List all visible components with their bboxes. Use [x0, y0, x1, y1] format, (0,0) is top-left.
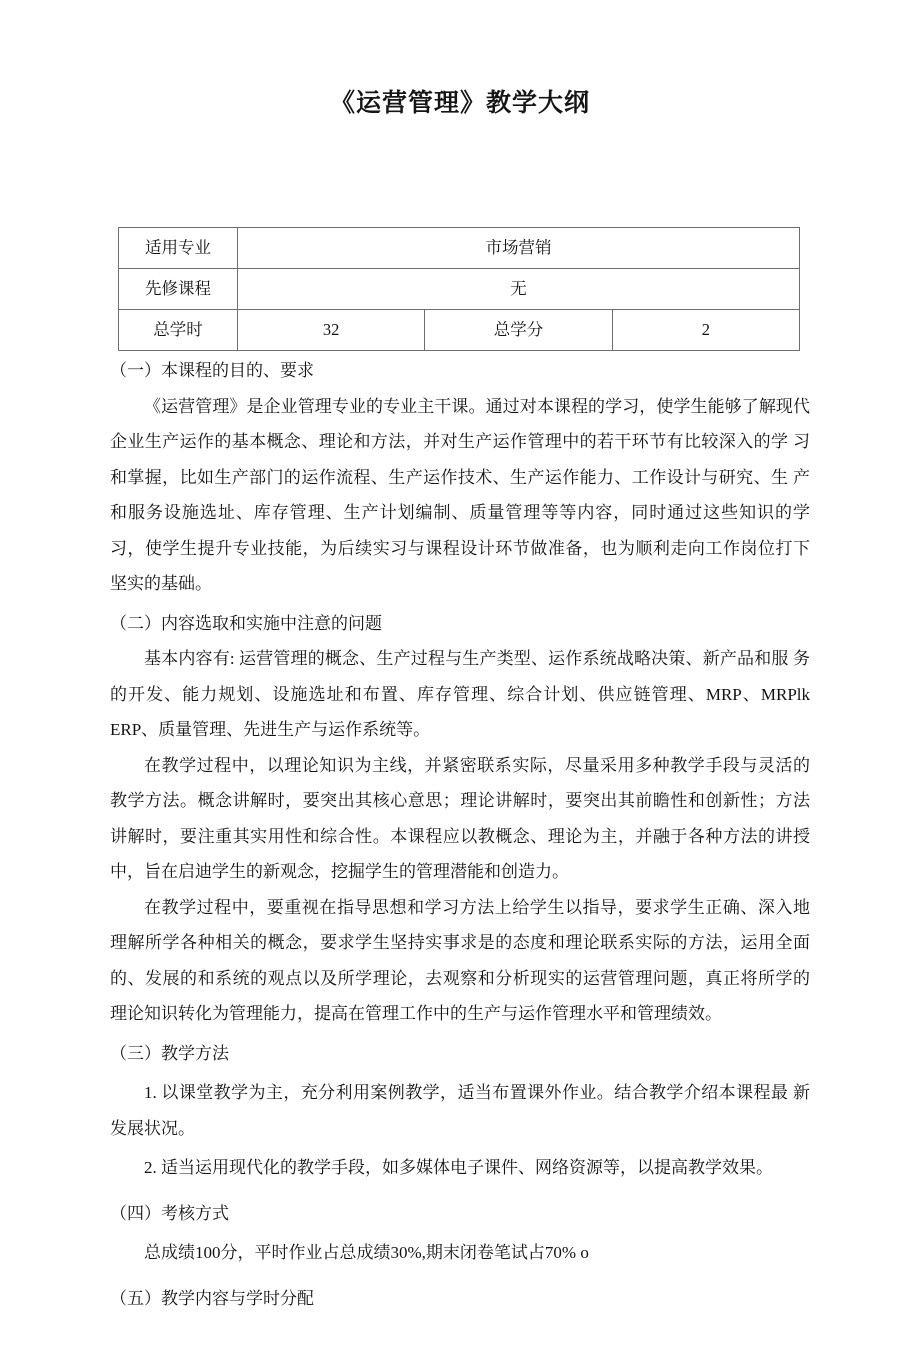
section-heading-3: （三）教学方法 [110, 1043, 229, 1063]
page-title: 《运营管理》教学大纲 [329, 90, 590, 117]
section-heading-1: （一）本课程的目的、要求 [110, 361, 314, 381]
table-cell-total-credits-label: 总学分 [425, 310, 612, 351]
table-cell-total-hours-label: 总学时 [119, 310, 238, 351]
section-heading-5: （五）教学内容与学时分配 [110, 1288, 314, 1308]
table-cell-total-credits-value: 2 [612, 310, 799, 351]
section-2-paragraph-3: 在教学过程中，要重视在指导思想和学习方法上给学生以指导，要求学生正确、深入地 理解所学各种相关的概念，要求学生坚持实事求是的态度和理论联系实际的方法，运用全面 的、发展的和系统的观点以及所学理论，去观察和分析现实的运营管理问题，真正将所学的 理论知识转化为管理能力，提高在管理工作中的生产与运作管理水平和管理绩效。 [110, 897, 810, 1024]
section-3-list-item-2: 2. 适当运用现代化的教学手段，如多媒体电子课件、网络资源等，以提高教学效果。 [144, 1158, 773, 1178]
document-body [0, 351, 920, 1316]
section-1-paragraph-1: 《运营管理》是企业管理专业的专业主干课。通过对本课程的学习，使学生能够了解现代企业生产运作的基本概念、理论和方法，并对生产运作管理中的若干环节有比较深入的学 习和掌握，比如生产部门的运作流程、生产运作技术、生产运作能力、工作设计与研究、生 产和服务设施选址、库存管理、生产计划编制、质量管理等等内容，同时通过这些知识的学 习，使学生提升专业技能，为后续实习与课程设计环节做准备，也为顺利走向工作岗位打下 坚实的基础。 [110, 396, 810, 594]
course-info-table-wrapper [0, 119, 920, 351]
table-cell-prereq-label: 先修课程 [119, 269, 238, 310]
table-cell-major-label: 适用专业 [119, 228, 238, 269]
table-row [119, 269, 800, 310]
section-heading-2: （二）内容选取和实施中注意的问题 [110, 613, 382, 633]
course-info-table [118, 227, 800, 351]
section-4-paragraph-1: 总成绩100分，平时作业占总成绩30%,期末闭卷笔试占70% o [144, 1243, 589, 1263]
table-cell-prereq-value: 无 [238, 269, 800, 310]
section-heading-4: （四）考核方式 [110, 1203, 229, 1223]
table-row [119, 228, 800, 269]
table-cell-major-value: 市场营销 [238, 228, 800, 269]
section-3-list-item-1: 1. 以课堂教学为主，充分利用案例教学，适当布置课外作业。结合教学介绍本课程最 新发展状况。 [110, 1083, 810, 1138]
table-cell-total-hours-value: 32 [238, 310, 425, 351]
section-2-paragraph-2: 在教学过程中，以理论知识为主线，并紧密联系实际，尽量采用多种教学手段与灵活的 教学方法。概念讲解时，要突出其核心意思；理论讲解时，要突出其前瞻性和创新性；方法 讲解时，要注重其实用性和综合性。本课程应以教概念、理论为主，并融于各种方法的讲授 中，旨在启迪学生的新观念，挖掘学生的管理潜能和创造力。 [110, 755, 810, 882]
section-2-paragraph-1: 基本内容有: 运营管理的概念、生产过程与生产类型、运作系统战略决策、新产品和服 务的开发、能力规划、设施选址和布置、库存管理、综合计划、供应链管理、MRP、MRPlk ERP、质量管理、先进生产与运作系统等。 [110, 649, 810, 740]
table-row [119, 310, 800, 351]
